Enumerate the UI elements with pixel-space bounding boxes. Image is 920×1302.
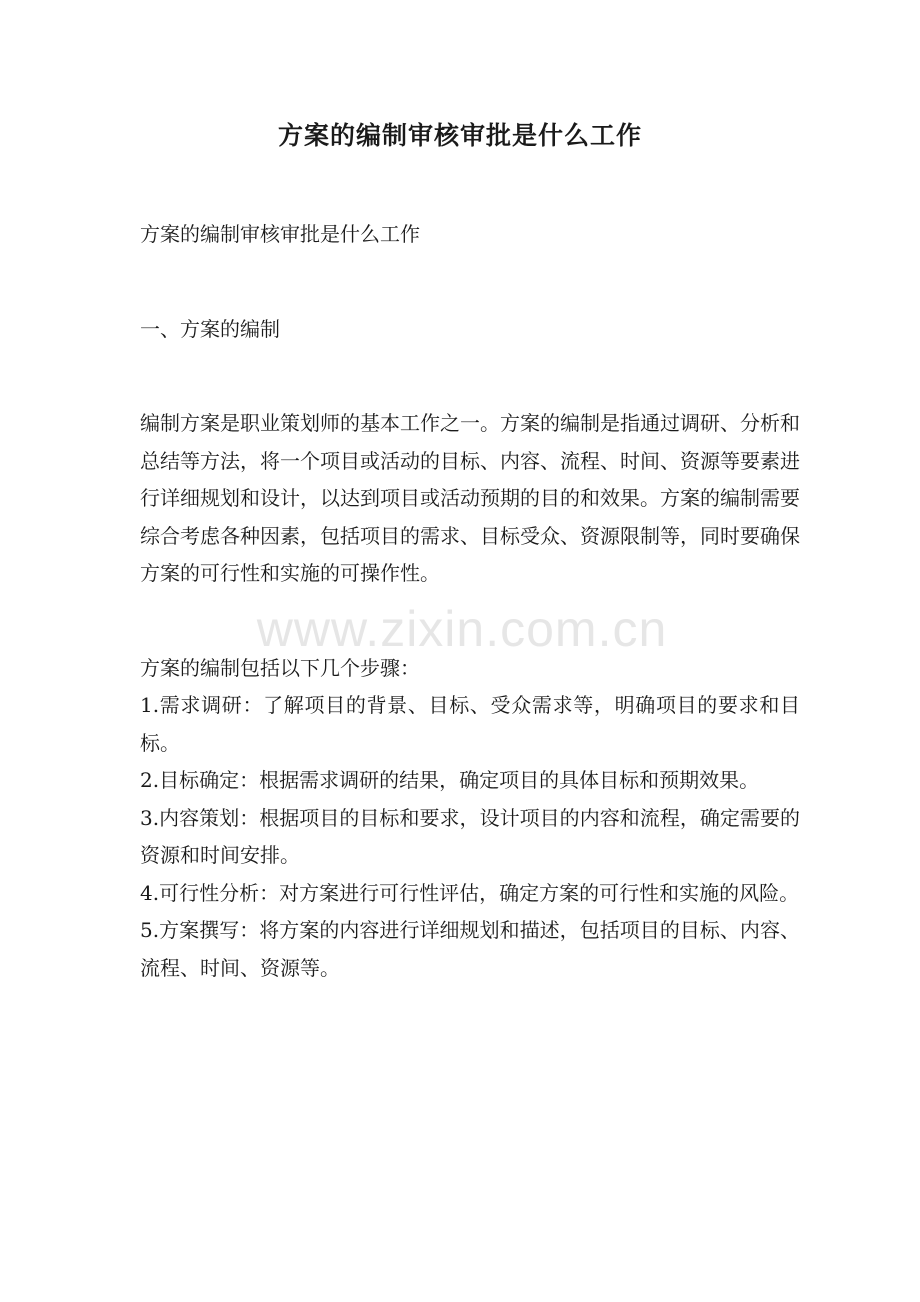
steps-intro: 方案的编制包括以下几个步骤： bbox=[140, 655, 420, 680]
document-body bbox=[140, 216, 800, 987]
step-item: 5.方案撰写：将方案的内容进行详细规划和描述，包括项目的目标、内容、流程、时间、资源等。 bbox=[140, 918, 800, 980]
step-item: 4.可行性分析：对方案进行可行性评估，确定方案的可行性和实施的风险。 bbox=[140, 880, 800, 905]
step-item: 3.内容策划：根据项目的目标和要求，设计项目的内容和流程，确定需要的资源和时间安排。 bbox=[140, 805, 800, 867]
spacer bbox=[140, 348, 800, 405]
spacer bbox=[140, 254, 800, 311]
step-item: 2.目标确定：根据需求调研的结果，确定项目的具体目标和预期效果。 bbox=[140, 768, 760, 792]
watermark: www.zixin.com.cn bbox=[256, 601, 668, 657]
document-title: 方案的编制审核审批是什么工作 bbox=[277, 121, 642, 150]
intro-paragraph: 编制方案是职业策划师的基本工作之一。方案的编制是指通过调研、分析和总结等方法，将一个项目或活动的目标、内容、流程、时间、资源等要素进行详细规划和设计，以达到项目或活动预期的目的和效果。方案的编制需要综合考虑各种因素，包括项目的需求、目标受众、资源限制等，同时要确保方案的可行性和实施的可操作性。 bbox=[140, 411, 800, 585]
spacer bbox=[140, 593, 800, 650]
step-item: 1.需求调研：了解项目的背景、目标、受众需求等，明确项目的要求和目标。 bbox=[140, 693, 800, 755]
subtitle: 方案的编制审核审批是什么工作 bbox=[140, 222, 420, 246]
section-heading: 一、方案的编制 bbox=[140, 316, 280, 341]
